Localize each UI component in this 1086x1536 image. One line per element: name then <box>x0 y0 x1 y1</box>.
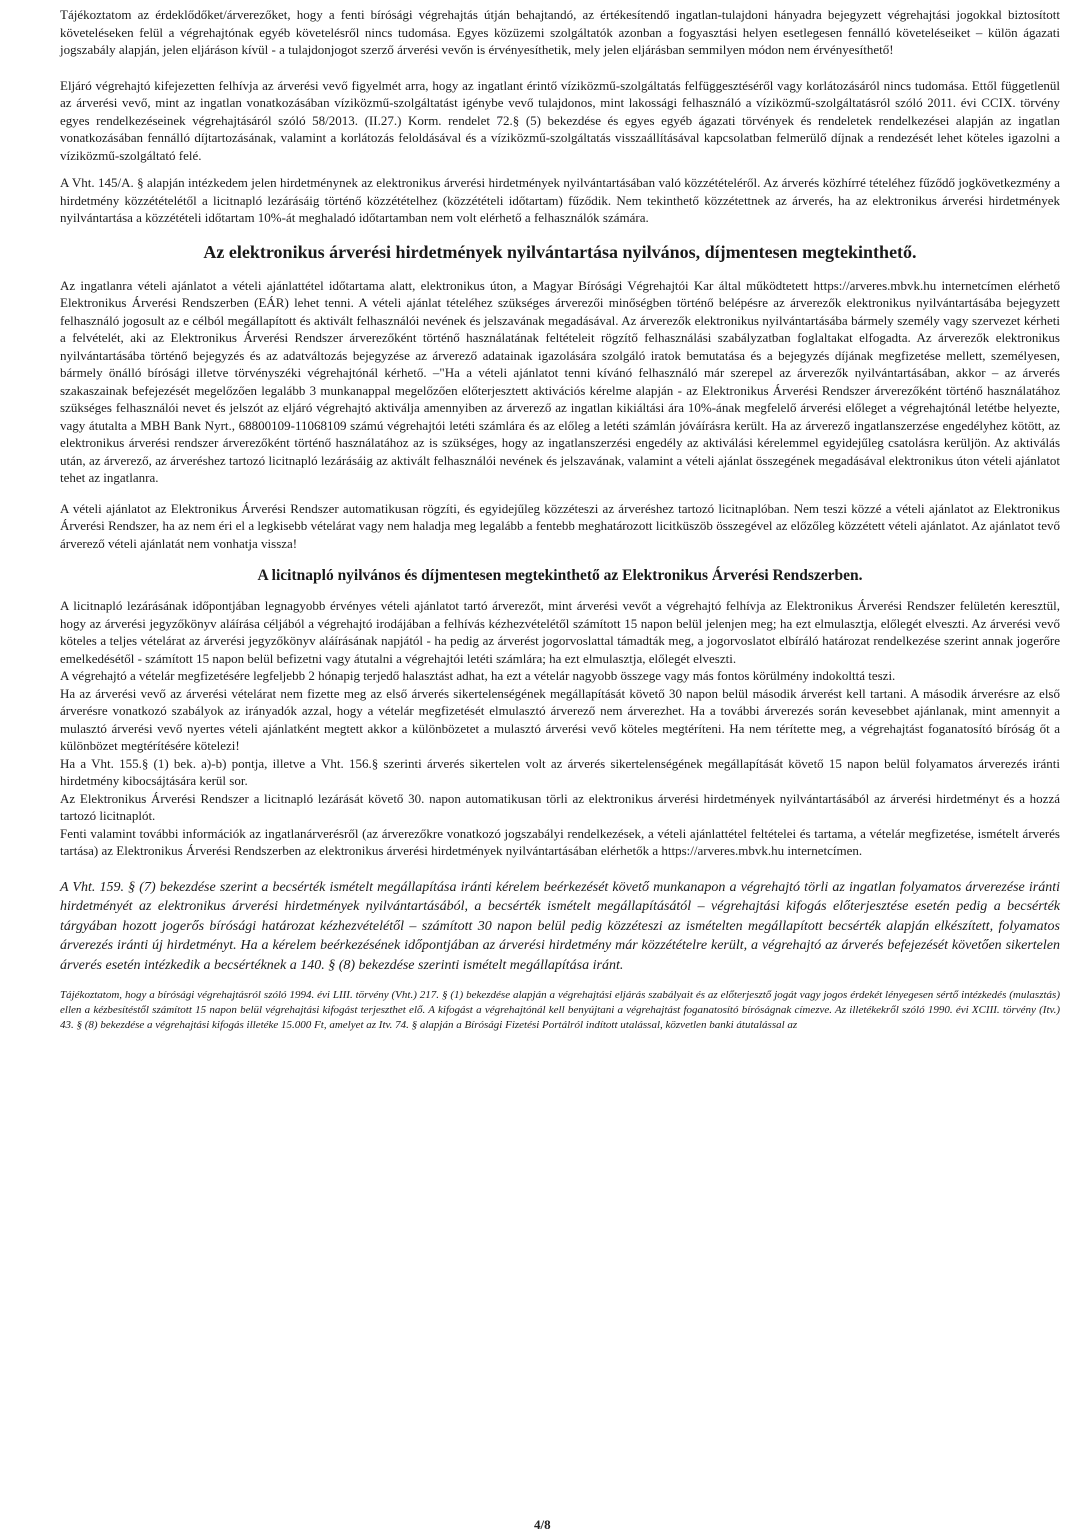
paragraph-winning-bidder: A licitnapló lezárásának időpontjában legnagyobb érvényes vételi ajánlatot tartó árverezőt, mint árverési vevőt a végrehajtó felhívja az Elektronikus Árverési Rendszer felületén keresztül, hogy az árverési jegyzőkönyv aláírása céljából a végrehajtó irodájában a felhívás kézhezvételétől számított 15 napon belül jelenjen meg; ha ezt elmulasztja, előlegét elveszti. Az árverési vevő köteles a teljes vételárat az árverési jegyzőkönyv aláírásának napjától - ha pedig az árverést jogorvoslattal támadták meg, a jogorvoslatot elbíráló határozat rendelkezése szerint annak jogerőre emelkedésétől - számított 15 napon belül befizetni vagy átutalni a végrehajtói letéti számlára; ha ezt elmulasztja, előlegét elveszti. <box>60 598 1060 666</box>
paragraph-auto-deletion: Az Elektronikus Árverési Rendszer a licitnapló lezárását követő 30. napon automatikusan törli az elektronikus árverési hirdetmények nyilvántartásából az árverési hirdetményt és a hozzá tartozó licitnaplót. <box>60 790 1060 823</box>
paragraph-payment-deferral: A végrehajtó a vételár megfizetésére legfeljebb 2 hónapig terjedő halasztást adhat, ha ezt a vételár nagyobb összege vagy más fontos körülmény indokolttá teszi. <box>60 668 896 683</box>
document-page <box>60 6 1060 1033</box>
heading-bid-log-public: A licitnapló nyilvános és díjmentesen megtekinthető az Elektronikus Árverési Rendszerben. <box>257 567 863 584</box>
paragraph-valuation-notice: A Vht. 159. § (7) bekezdése szerint a becsérték ismételt megállapítása iránti kérelem beérkezését követő munkanapon a végrehajtó törli az ingatlan folyamatos árverezése iránti hirdetményét az elektronikus árverési hirdetmények nyilvántartásából, a becsérték ismételt megállapításától – végrehajtási kifogás előterjesztése esetén pedig a becsérték tárgyában hozott jogerős bírósági határozat kézhezvételétől – számított 30 napon belül pedig közzéteszi az ismételten megállapított becsérték alapján elkészített, folyamatos árverezés iránti új hirdetményt. Ha a kérelem beérkezésének időpontjában az árverési hirdetmény már közzétételre került, a végrehajtó az árverés befejezését követően sikertelen árverés esetén intézkedik a becsértéknek a 140. § (8) bekezdése szerinti ismételt megállapítása iránt. <box>60 879 1060 973</box>
paragraph-continuous-auction: Ha a Vht. 155.§ (1) bek. a)-b) pontja, illetve a Vht. 156.§ szerinti árverés sikertelen volt az árverés sikertelenségének megállapítását követő 15 napon belül folyamatos árverezés iránti hirdetmény kibocsájtására kerül sor. <box>60 755 1060 788</box>
heading-registry-public: Az elektronikus árverési hirdetmények nyilvántartása nyilvános, díjmentesen megtekinthető. <box>203 241 917 262</box>
footer-legal-remedy: Tájékoztatom, hogy a bírósági végrehajtásról szóló 1994. évi LIII. törvény (Vht.) 217. § (1) bekezdése alapján a végrehajtási eljárás szabályait és az előterjesztő jogát vagy jogos érdekét lényegesen sértő intézkedés (mulasztás) ellen a kézbesítéstől számított 15 napon belül végrehajtási kifogást terjeszthet elő. A kifogást a végrehajtónál kell benyújtani a végrehajtást foganatosító bíróságnak címezve. Az illetékekről szóló 1990. évi XCIII. törvény (Itv.) 43. § (8) bekezdése a végrehajtási kifogás illetéke 15.000 Ft, amelyet az Itv. 74. § alapján a Bírósági Fizetési Portálról indított utalással, közvetlen banki átutalással az <box>60 989 1060 1031</box>
paragraph-bid-recording: A vételi ajánlatot az Elektronikus Árverési Rendszer automatikusan rögzíti, és egyidejűleg közzéteszi az árveréshez tartozó licitnaplóban. Nem teszi közzé a vételi ajánlatot az Elektronikus Árverési Rendszer, ha az nem éri el a legkisebb vételárat vagy nem haladja meg legalább a fentebb meghatározott licitküszöb összegével az előzőleg közzétett vételi ajánlatot. Az ajánlatot tevő árverező vételi ajánlatát nem vonhatja vissza! <box>60 500 1060 551</box>
paragraph-further-info: Fenti valamint további információk az ingatlanárverésről (az árverezőkre vonatkozó jogszabályi rendelkezések, a vételi ajánlattétel feltételei és tartama, a vételár megfizetése, ismételt árverés tartása) az Elektronikus Árverési Rendszerben az elektronikus árverési hirdetmények nyilvántartásában elérhetők a https://arveres.mbvk.hu internetcímen. <box>60 825 1060 858</box>
paragraph-creditor-info: Tájékoztatom az érdeklődőket/árverezőket, hogy a fenti bírósági végrehajtás útján behajtandó, az értékesítendő ingatlan-tulajdoni hányadra bejegyzett végrehajtási jogokkal biztosított követeléseken felül a végrehajtónak egyéb követelésről nincs tudomása. Egyes közüzemi szolgáltatók azonban a fogyasztási helyen esetlegesen fennálló követeléseiket – külön ágazati jogszabály alapján, jelen eljáráson kívül - a tulajdonjogot szerző árverési vevőn is érvényesíthetik, mely jelen eljárásban semmilyen módon nem érvényesíthető! <box>60 7 1060 57</box>
paragraph-water-utility: Eljáró végrehajtó kifejezetten felhívja az árverési vevő figyelmét arra, hogy az ingatlant érintő víziközmű-szolgáltatás felfüggesztéséről vagy korlátozásáról nincs tudomása. Ettől függetlenül az árverési vevő, mint az ingatlan vonatkozásában víziközmű-szolgáltatást igénybe vevő tulajdonos, mint lakossági felhasználó a víziközmű-szolgáltatásról szóló 2011. évi CCIX. törvény egyes rendelkezéseinek végrehajtásáról szóló 58/2013. (II.27.) Korm. rendelet 72.§ (5) bekezdése és egyes egyéb ágazati törvények és rendeletek rendelkezései alapján az ingatlan vonatkozásában fennálló díjtartozásának, valamint a korlátozás feloldásával és a víziközmű-szolgáltatás visszaállításával kapcsolatban felmerülő díjnak a rendezését lehet köteles igazolni a víziközmű-szolgáltató felé. <box>60 77 1060 163</box>
page-number: 4/8 <box>534 1517 551 1532</box>
paragraph-publication: A Vht. 145/A. § alapján intézkedem jelen hirdetménynek az elektronikus árverési hirdetmények nyilvántartásában való közzétételéről. Az árverés közhírré tételéhez fűződő jogkövetkezmény a hirdetmény közzétételétől a licitnapló lezárásáig történő közzétételhez (közzétételi időtartam) fűződik. Nem tekinthető közzétettnek az árverés, ha az elektronikus árverési hirdetmények nyilvántartása a közzétételi időtartam 10%-át meghaladó időtartamban nem volt elérhető a felhasználók számára. <box>60 175 1060 225</box>
paragraph-bidding-process: Az ingatlanra vételi ajánlatot a vételi ajánlattétel időtartama alatt, elektronikus úton, a Magyar Bírósági Végrehajtói Kar által működtetett https://arveres.mbvk.hu internetcímen elérhető Elektronikus Árverési Rendszerben (EÁR) lehet tenni. A vételi ajánlat tételéhez szükséges árverezői minőségben történő belépésre az árverezők elektronikus nyilvántartásába bejegyzett felhasználó jogosult az e célból megállapított és aktivált felhasználói nevének és jelszavának megadásával. Az árverezők elektronikus nyilvántartásába bármely személy vagy szervezet kérheti a felvételét, aki az Elektronikus Árverési Rendszer árverezőként történő használatának feltételeit rögzítő felhasználási szabályzatban foglaltakat elfogadta. Az árverezők elektronikus nyilvántartásába történő bejegyzés és az adatváltozás bejegyzése az árverező adatainak igazolására szolgáló iratok bemutatása és a bejegyzés díjának megfizetése mellett, személyesen, bármely önálló bírósági illetve törvényszéki végrehajtónál kérhető. –"Ha a vételi ajánlatot tenni kívánó felhasználó már szerepel az árverezők nyilvántartásában, akkor – az árverés szakaszainak befejezését megelőzően legalább 3 munkanappal megelőzően előterjesztett aktivációs kérelme alapján - az Elektronikus Árverési Rendszer árverezőként történő használatához szükséges felhasználói nevet és jelszót az eljáró végrehajtó aktiválja amennyiben az árverező az ingatlan kikiáltási ára 10%-ának megfelelő árverési előleget a végrehajtónál letétbe helyezte, vagy átutalta a MBH Bank Nyrt., 68800109-11068109 számú végrehajtói letéti számlára és az előleg a letéti számlán jóváírásra került. Ha az árverező ingatlanszerzése engedélyhez kötött, az elektronikus árverési rendszer árverezőként történő használatához az is szükséges, hogy az ingatlanszerzési engedély az aktiválási kérelemmel egyidejűleg csatolásra kerüljön. Az aktiválás után, az árverező, az árveréshez tartozó licitnapló lezárásáig az aktivált felhasználói nevének és jelszavának, valamint a vételi ajánlat összegének megadásával elektronikus úton vételi ajánlatot tehet az ingatlanra. <box>60 277 1060 485</box>
paragraph-second-auction: Ha az árverési vevő az árverési vételárat nem fizette meg az első árverés sikertelenségének megállapítását követő 30 napon belül második árverést kell tartani. A második árverésre az első árverésre vonatkozó szabályok az irányadók azzal, hogy a vételár megfizetését elmulasztó árverező nem árverezhet. Ha a további árverezés során kevesebbet ajánlanak, mint amennyit a mulasztó árverési vevő nyertes vételi ajánlatként megtett akkor a különbözetet a mulasztó árverési vevő köteles megtéríteni. Ha nem térítette meg, a végrehajtást foganatosító bíróság őt a különbözet megtérítésére kötelezi! <box>60 685 1060 753</box>
